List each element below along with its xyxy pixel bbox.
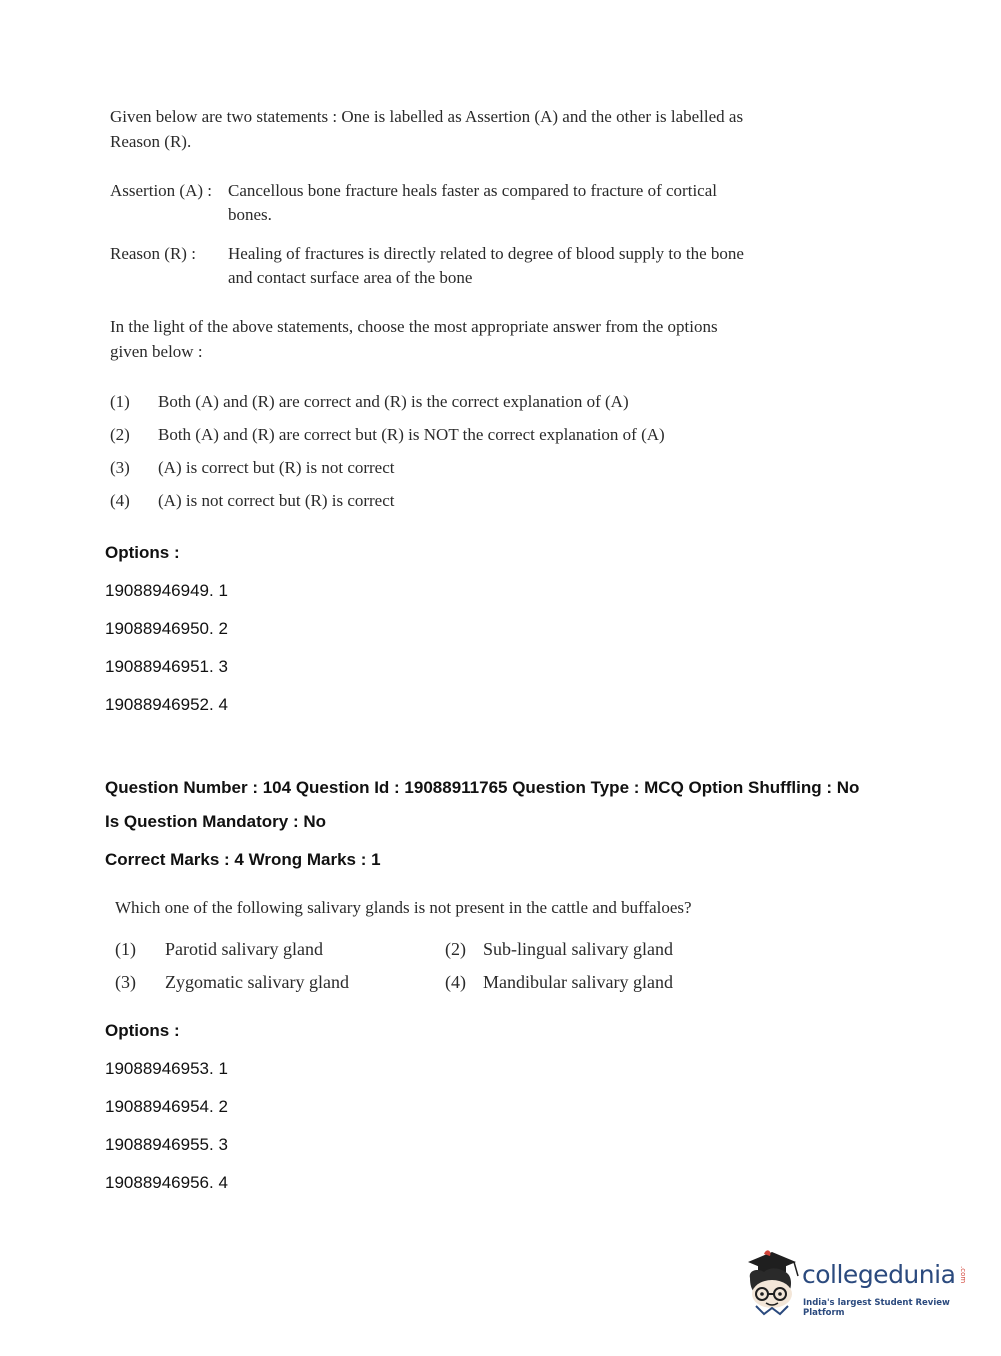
q104-choice-text: Sub-lingual salivary gland	[483, 939, 673, 959]
assertion-text-line2: bones.	[228, 205, 272, 224]
q103-option-id: 19088946949. 1	[105, 581, 228, 600]
q103-choice-num: (3)	[110, 458, 130, 477]
q104-options-heading: Options :	[105, 1021, 180, 1040]
instruction-line1: In the light of the above statements, choose the most appropriate answer from the options	[110, 317, 718, 336]
assertion-label: Assertion (A) :	[110, 181, 212, 200]
q104-choice-text: Mandibular salivary gland	[483, 972, 673, 992]
brand-tagline: India's largest Student Review Platform	[803, 1298, 950, 1318]
q104-marks-line: Correct Marks : 4 Wrong Marks : 1	[105, 850, 381, 869]
q104-choice-text: Zygomatic salivary gland	[165, 972, 349, 992]
q103-choice-text: (A) is not correct but (R) is correct	[158, 491, 395, 510]
q104-option-id: 19088946956. 4	[105, 1173, 228, 1192]
instruction-line2: given below :	[110, 342, 203, 361]
q103-choice-num: (4)	[110, 491, 130, 510]
reason-text-line2: and contact surface area of the bone	[228, 268, 473, 287]
q103-intro-line1: Given below are two statements : One is labelled as Assertion (A) and the other is labelled as	[110, 107, 744, 126]
assertion-text-line1: Cancellous bone fracture heals faster as compared to fracture of cortical	[228, 181, 717, 200]
q104-mandatory-line: Is Question Mandatory : No	[105, 812, 327, 831]
q104-question-text: Which one of the following salivary glands is not present in the cattle and buffaloes?	[115, 898, 692, 917]
q104-choice-text: Parotid salivary gland	[165, 939, 323, 959]
q103-choice-num: (2)	[110, 425, 130, 444]
q103-choice-text: Both (A) and (R) are correct but (R) is NOT the correct explanation of (A)	[158, 425, 665, 444]
q103-choice-num: (1)	[110, 392, 130, 411]
q104-choice-num: (2)	[445, 939, 466, 959]
q104-choice-num: (4)	[445, 972, 466, 992]
q103-choice-text: Both (A) and (R) are correct and (R) is the correct explanation of (A)	[158, 392, 629, 411]
q104-option-id: 19088946953. 1	[105, 1059, 228, 1078]
brand-name: collegedunia	[802, 1260, 956, 1289]
brand-domain-suffix: .com	[959, 1266, 967, 1284]
q104-option-id: 19088946954. 2	[105, 1097, 228, 1116]
q104-meta-line: Question Number : 104 Question Id : 19088911765 Question Type : MCQ Option Shuffling : No	[105, 778, 860, 797]
q104-choice-num: (1)	[115, 939, 136, 959]
q103-option-id: 19088946951. 3	[105, 657, 228, 676]
collegedunia-logo	[742, 1248, 972, 1324]
q103-options-heading: Options :	[105, 543, 180, 562]
q104-option-id: 19088946955. 3	[105, 1135, 228, 1154]
reason-text-line1: Healing of fractures is directly related to degree of blood supply to the bone	[228, 244, 744, 263]
q104-choice-num: (3)	[115, 972, 136, 992]
q103-intro-line2: Reason (R).	[110, 132, 192, 151]
q103-option-id: 19088946952. 4	[105, 695, 228, 714]
mascot-icon	[742, 1248, 802, 1324]
q103-option-id: 19088946950. 2	[105, 619, 228, 638]
q103-choice-text: (A) is correct but (R) is not correct	[158, 458, 395, 477]
reason-label: Reason (R) :	[110, 244, 196, 263]
